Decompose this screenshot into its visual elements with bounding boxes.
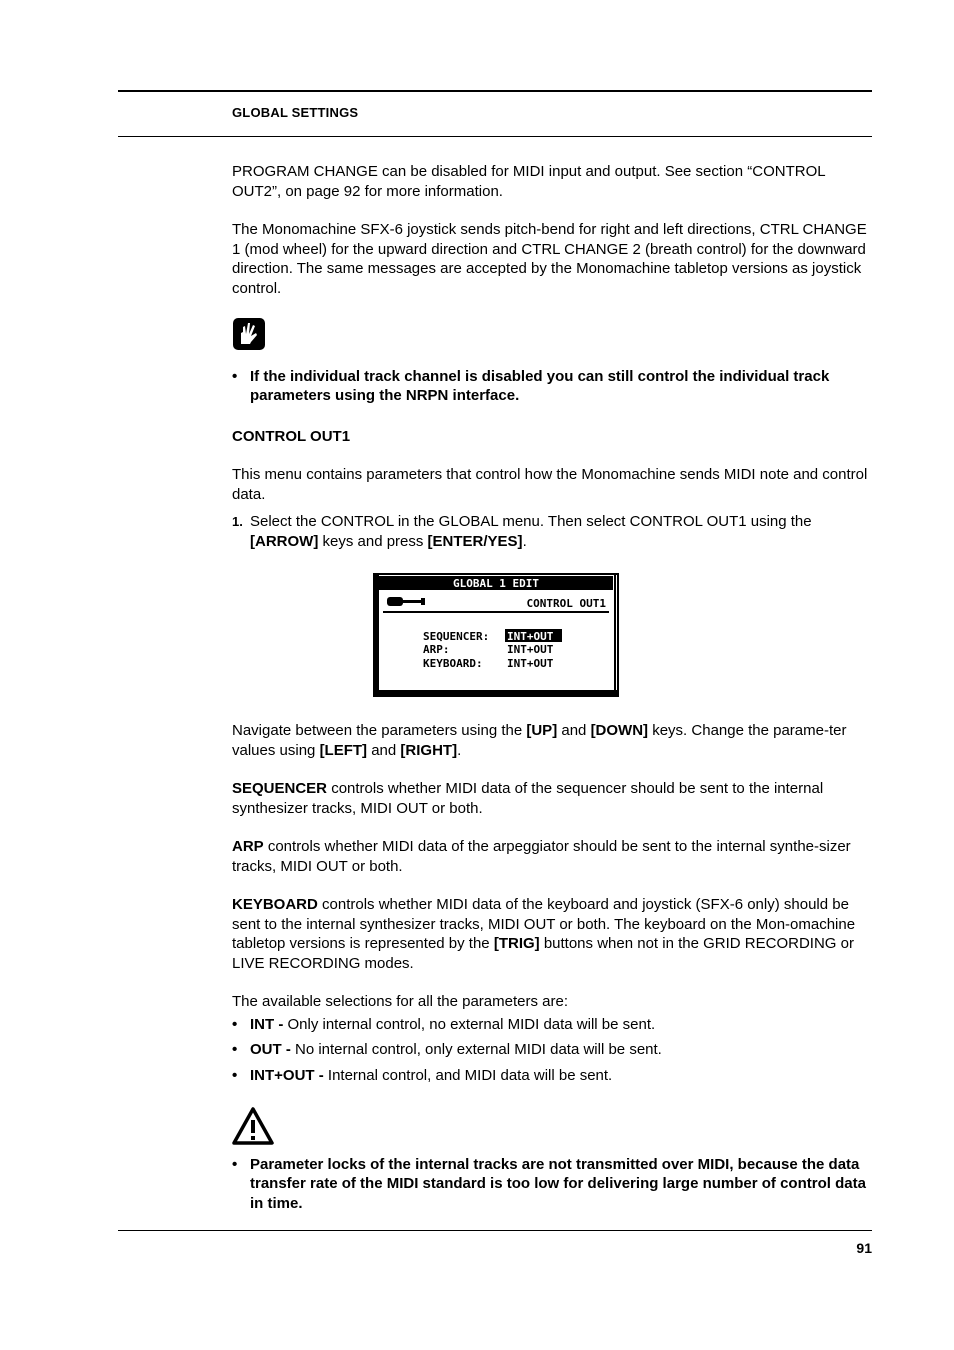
step-number: 1. [232, 514, 243, 529]
section-heading: CONTROL OUT1 [232, 427, 351, 445]
selections-intro: The available selections for all the parameters are: [232, 993, 569, 1010]
intro-paragraph-2: The Monomachine SFX-6 joystick sends pitch-bend for right and left directions, CTRL CHANGE 1 (mod wheel) for the upward direction and CTRL CHANGE 2 (breath control) for the downward direction. The same messages are accepted by the Monomachine tabletop versions as joystick control. [232, 221, 867, 297]
lcd-screenshot [373, 573, 619, 697]
key-right: [RIGHT] [400, 741, 458, 759]
step-text-2: keys and press [318, 532, 428, 550]
arp-term: ARP [232, 838, 264, 855]
keyboard-paragraph: KEYBOARD controls whether MIDI data of the keyboard and joystick (SFX-6 only) should be sent to the internal synthesizer tracks, MIDI OUT or both. The keyboard on the Mon-omachine tabletop versions is represented by the [TRIG] buttons when not in the GRID RECORDING or LIVE RECORDING modes. [232, 896, 856, 972]
header-rule-top [118, 90, 872, 92]
section-intro: This menu contains parameters that control how the Monomachine sends MIDI note and control data. [232, 466, 868, 503]
lcd-title: GLOBAL 1 EDIT [452, 577, 540, 590]
step-1 [232, 512, 872, 551]
lcd-label-sequencer: SEQUENCER: [423, 630, 490, 643]
hand-icon [232, 317, 266, 351]
step-text-3: . [522, 532, 527, 550]
page-number: 91 [856, 1240, 872, 1256]
step-text-1: Select the CONTROL in the GLOBAL menu. Then select CONTROL OUT1 using the [250, 513, 812, 530]
lcd-value-keyboard: INT+OUT [507, 657, 554, 670]
page-body [232, 162, 872, 1219]
key-enter-yes: [ENTER/YES] [427, 532, 523, 550]
footer-rule [118, 1230, 872, 1231]
warning-bullet: • Parameter locks of the internal tracks are not transmitted over MIDI, because the data transfer rate of the MIDI standard is too low for delivering large number of control data in time. [232, 1155, 872, 1214]
key-left: [LEFT] [319, 741, 368, 759]
key-down: [DOWN] [590, 722, 649, 739]
key-trig: [TRIG] [493, 935, 540, 952]
key-arrow: [ARROW] [250, 532, 319, 550]
navigate-paragraph: Navigate between the parameters using the [UP] and [DOWN] keys. Change the parame-ter values using [LEFT] and [RIGHT]. [232, 722, 847, 759]
running-head: GLOBAL SETTINGS [232, 105, 359, 120]
lcd-value-sequencer: INT+OUT [507, 630, 554, 643]
selections-list [232, 1015, 872, 1086]
warning-icon [232, 1107, 274, 1145]
sequencer-paragraph: SEQUENCER controls whether MIDI data of the sequencer should be sent to the internal synthesizer tracks, MIDI OUT or both. [232, 780, 824, 817]
lcd-divider [383, 611, 609, 613]
list-item: • INT - Only internal control, no external MIDI data will be sent. [232, 1015, 872, 1035]
list-item: • INT+OUT - Internal control, and MIDI data will be sent. [232, 1066, 872, 1086]
list-item: • OUT - No internal control, only external MIDI data will be sent. [232, 1040, 872, 1060]
lcd-label-keyboard: KEYBOARD: [423, 657, 483, 670]
keyboard-term: KEYBOARD [232, 896, 318, 913]
header-rule-bottom [118, 136, 872, 137]
lcd-page: CONTROL OUT1 [526, 597, 606, 610]
sequencer-term: SEQUENCER [232, 780, 328, 797]
lcd-label-arp: ARP: [423, 643, 450, 656]
tip-bullet: • If the individual track channel is disabled you can still control the individual track parameters using the NRPN interface. [232, 367, 872, 406]
key-up: [UP] [526, 722, 558, 739]
arp-paragraph: ARP controls whether MIDI data of the arpeggiator should be sent to the internal synthe-sizer tracks, MIDI OUT or both. [232, 838, 851, 875]
intro-paragraph-1: PROGRAM CHANGE can be disabled for MIDI input and output. See section “CONTROL OUT2”, on page 92 for more information. [232, 163, 826, 200]
lcd-value-arp: INT+OUT [507, 643, 554, 656]
